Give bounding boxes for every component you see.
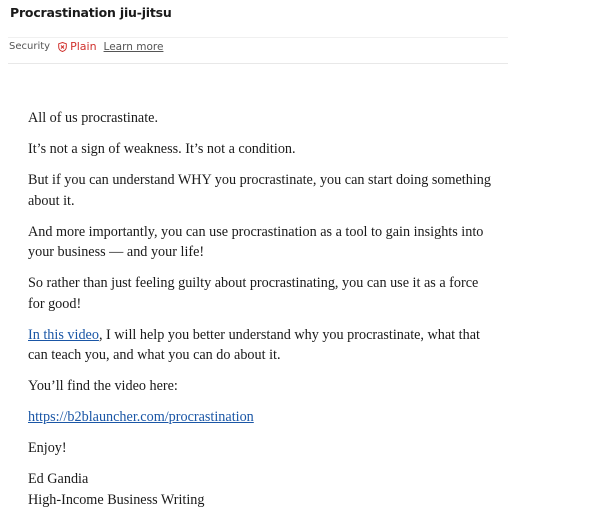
security-status: Plain xyxy=(70,40,97,53)
body-paragraph: And more importantly, you can use procrastination as a tool to gain insights into your business — and your life! xyxy=(28,223,484,260)
body-paragraph xyxy=(28,325,498,366)
header-divider xyxy=(8,63,508,64)
security-label: Security xyxy=(9,41,51,52)
body-paragraph xyxy=(28,407,498,428)
body-paragraph: It’s not a sign of weakness. It’s not a condition. xyxy=(28,141,296,157)
signature-title: High-Income Business Writing xyxy=(28,491,205,508)
body-paragraph: All of us procrastinate. xyxy=(28,110,159,126)
header-divider-top xyxy=(8,37,508,38)
video-link[interactable]: In this video xyxy=(28,326,99,343)
body-paragraph: Enjoy! xyxy=(28,440,67,456)
email-subject: Procrastination jiu-jitsu xyxy=(10,5,172,20)
signature-name: Ed Gandia xyxy=(28,471,89,487)
shield-x-icon xyxy=(58,42,67,52)
email-body xyxy=(28,108,498,510)
procrastination-url-link[interactable]: https://b2blauncher.com/procrastination xyxy=(28,409,254,425)
security-row xyxy=(9,40,163,53)
signature xyxy=(28,469,498,510)
body-paragraph: But if you can understand WHY you procrastinate, you can start doing something about it. xyxy=(28,172,491,209)
body-paragraph: So rather than just feeling guilty about procrastinating, you can use it as a force for good! xyxy=(28,275,479,312)
learn-more-link[interactable]: Learn more xyxy=(103,40,164,53)
body-text: , I will help you better understand why you procrastinate, what that can teach you, and what you can do about it. xyxy=(28,326,480,363)
body-paragraph: You’ll find the video here: xyxy=(28,378,178,394)
